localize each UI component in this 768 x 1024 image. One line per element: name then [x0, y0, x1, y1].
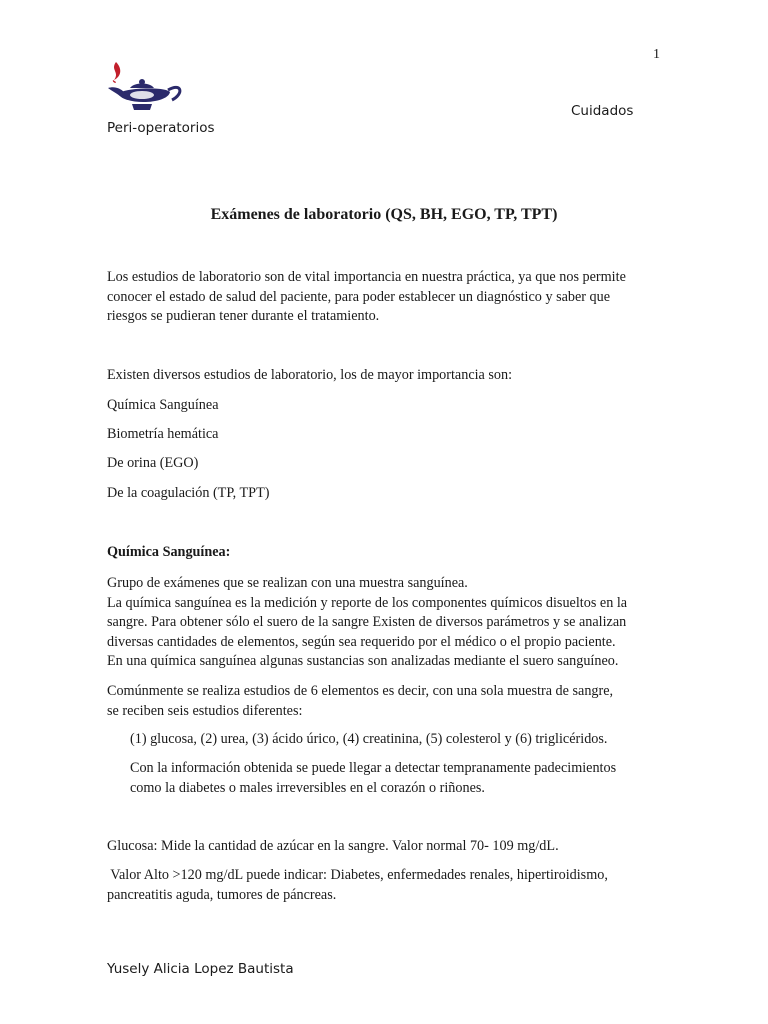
- study-item: De orina (EGO): [107, 455, 199, 471]
- glucose-high-line: Valor Alto >120 mg/dL puede indicar: Diabetes, enfermedades renales, hipertiroidismo,: [107, 867, 608, 883]
- oil-lamp-logo-icon: [104, 60, 184, 118]
- qs-body-line: sangre. Para obtener sólo el suero de la sangre Existen de diversos parámetros y se analizan: [107, 614, 627, 630]
- intro-line: Los estudios de laboratorio son de vital importancia en nuestra práctica, ya que nos permite: [107, 269, 626, 285]
- qs-body-paragraph: [107, 574, 667, 672]
- glucose-high-paragraph: [107, 866, 667, 905]
- qs-common-line: Comúnmente se realiza estudios de 6 elementos es decir, con una sola muestra de sangre,: [107, 683, 614, 699]
- intro-paragraph: [107, 268, 667, 327]
- study-item: De la coagulación (TP, TPT): [107, 485, 270, 501]
- document-title: Exámenes de laboratorio (QS, BH, EGO, TP, TPT): [210, 206, 558, 223]
- qs-body-line: La química sanguínea es la medición y reporte de los componentes químicos disueltos en la: [107, 594, 628, 611]
- studies-list-intro: Existen diversos estudios de laboratorio, los de mayor importancia son:: [107, 367, 513, 383]
- intro-line: riesgos se pudieran tener durante el tratamiento.: [107, 308, 380, 324]
- page-number: 1: [653, 47, 660, 62]
- glucose-normal-value: Glucosa: Mide la cantidad de azúcar en la sangre. Valor normal 70- 109 mg/dL.: [107, 838, 559, 854]
- qs-detection-line: como la diabetes o males irreversibles en el corazón o riñones.: [130, 779, 485, 796]
- section-heading: Química Sanguínea:: [107, 544, 231, 560]
- qs-elements-list: (1) glucosa, (2) urea, (3) ácido úrico, (4) creatinina, (5) colesterol y (6) triglicéridos.: [130, 731, 608, 747]
- qs-detection-line: Con la información obtenida se puede llegar a detectar tempranamente padecimientos: [130, 760, 617, 776]
- header-title-part2: Peri-operatorios: [107, 120, 215, 136]
- header-title-part1: Cuidados: [571, 103, 634, 119]
- qs-common-line: se reciben seis estudios diferentes:: [107, 702, 303, 719]
- qs-common-paragraph: [107, 682, 667, 721]
- study-item: Biometría hemática: [107, 426, 219, 442]
- footer-author: Yusely Alicia Lopez Bautista: [107, 961, 294, 977]
- qs-body-line: Grupo de exámenes que se realizan con una muestra sanguínea.: [107, 575, 468, 591]
- study-item: Química Sanguínea: [107, 397, 219, 413]
- intro-line: conocer el estado de salud del paciente, para poder establecer un diagnóstico y saber que: [107, 288, 611, 305]
- qs-detection-paragraph: [130, 759, 660, 798]
- glucose-high-line: pancreatitis aguda, tumores de páncreas.: [107, 886, 337, 903]
- qs-body-line: diversas cantidades de elementos, según sea requerido por el médico o el propio paciente.: [107, 633, 616, 650]
- qs-body-line: En una química sanguínea algunas sustancias son analizadas mediante el suero sanguíneo.: [107, 653, 619, 669]
